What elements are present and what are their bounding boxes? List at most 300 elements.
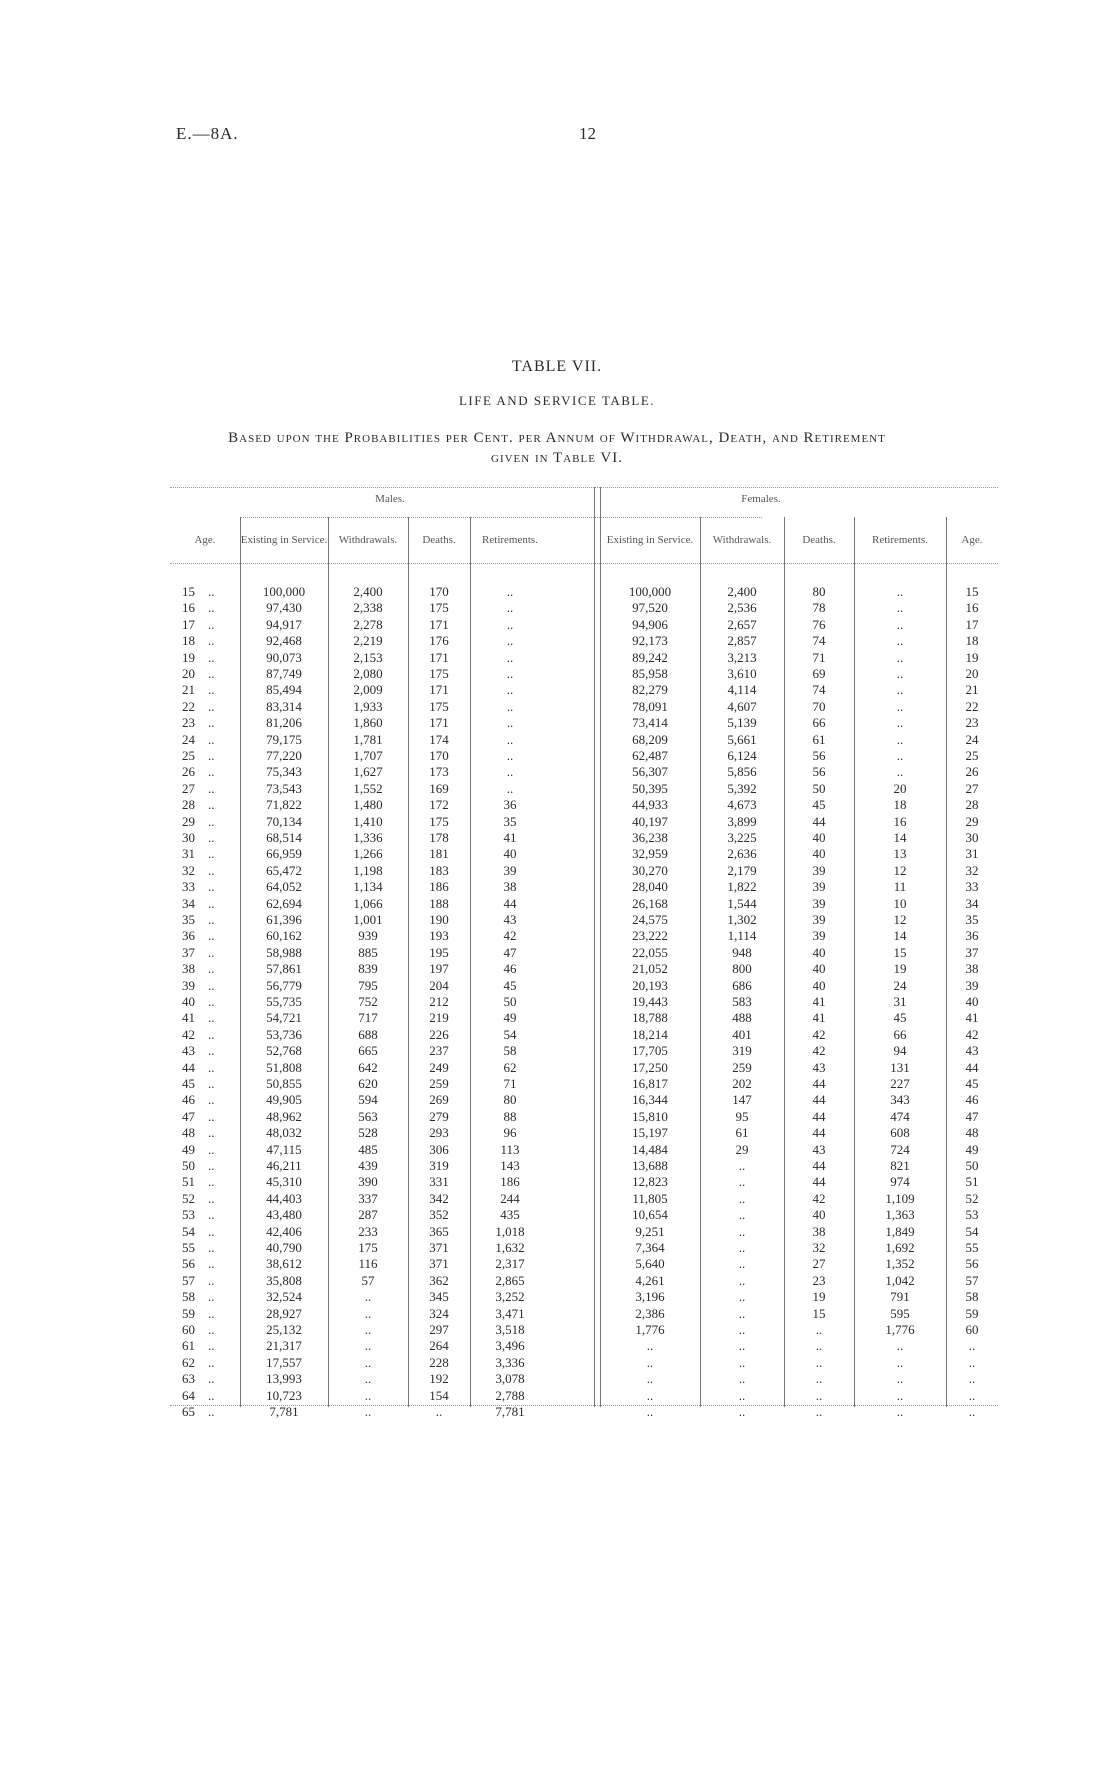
females-deaths-cell: 44	[812, 1174, 826, 1190]
leader-dots: ..	[208, 715, 215, 731]
males-retirements-cell: 58	[503, 1043, 517, 1059]
males-withdrawals-cell: 665	[358, 1043, 378, 1059]
males-retirements-cell: 40	[503, 846, 517, 862]
females-withdrawals-cell: 259	[732, 1059, 752, 1075]
females-deaths-cell: 45	[812, 797, 826, 813]
males-retirements-cell: ..	[506, 698, 514, 714]
females-existing-cell: 56,307	[632, 764, 668, 780]
males-deaths-cell: 324	[429, 1305, 449, 1321]
males-deaths-cell: 264	[429, 1338, 449, 1354]
females-retirements-cell: 18	[893, 797, 907, 813]
age-cell: 47	[182, 1108, 195, 1124]
males-existing-cell: 55,735	[266, 994, 302, 1009]
females-withdrawals-cell: 4,673	[727, 797, 757, 813]
age-cell-right: 48	[965, 1125, 979, 1141]
age-cell-right: 52	[965, 1190, 979, 1206]
females-deaths-cell: ..	[815, 1354, 823, 1370]
females-existing-cell: 50,395	[632, 780, 668, 796]
males-withdrawals-cell: 2,009	[353, 682, 383, 698]
females-deaths-cell: ..	[815, 1387, 823, 1403]
table-row	[170, 1388, 998, 1404]
males-withdrawals-cell: 1,198	[353, 862, 383, 878]
age-cell-right: 58	[965, 1289, 979, 1305]
table-row	[170, 1158, 998, 1174]
table-row	[170, 617, 998, 633]
age-cell: 28	[182, 797, 195, 813]
table-description	[0, 428, 1114, 468]
males-withdrawals-cell: 642	[358, 1059, 378, 1075]
table-row	[170, 1322, 998, 1338]
age-cell: 39	[182, 977, 195, 993]
males-withdrawals-cell: 620	[358, 1076, 378, 1091]
females-existing-cell: 18,214	[632, 1026, 668, 1042]
females-withdrawals-cell: 1,302	[727, 912, 757, 927]
leader-dots: ..	[208, 830, 215, 845]
leader-dots: ..	[208, 1223, 215, 1239]
males-deaths-cell: 362	[429, 1272, 449, 1288]
age-cell: 42	[182, 1026, 195, 1042]
females-retirements-cell: 821	[890, 1158, 910, 1173]
females-retirements-cell: ..	[896, 682, 904, 698]
males-retirements-cell: 47	[503, 944, 517, 960]
males-existing-cell: 66,959	[266, 846, 302, 862]
age-cell: 46	[182, 1092, 195, 1108]
males-deaths-cell: 171	[429, 616, 449, 632]
females-deaths-cell: 66	[812, 715, 826, 731]
males-deaths-cell: 172	[429, 797, 449, 813]
males-deaths-cell: 365	[429, 1223, 449, 1239]
females-existing-cell: 12,823	[632, 1174, 668, 1190]
females-deaths-cell: 41	[812, 1010, 826, 1026]
males-deaths-cell: 171	[429, 715, 449, 731]
age-column-header-right: Age.	[961, 534, 983, 546]
females-retirements-cell: 19	[893, 961, 907, 977]
males-existing-cell: 92,468	[266, 633, 302, 649]
age-cell: 41	[182, 1010, 195, 1026]
males-existing-cell: 35,808	[266, 1272, 302, 1288]
age-cell-right: 23	[965, 715, 979, 731]
males-existing-cell: 57,861	[266, 961, 302, 977]
table-row	[170, 764, 998, 780]
leader-dots: ..	[208, 879, 215, 895]
females-retirements-cell: ..	[896, 698, 904, 714]
females-withdrawals-cell: 583	[732, 994, 752, 1009]
males-retirements-cell: ..	[506, 780, 514, 796]
females-existing-cell: 82,279	[632, 682, 668, 698]
females-deaths-cell: 43	[812, 1141, 826, 1157]
females-existing-cell: 19,443	[632, 994, 668, 1009]
females-existing-cell: 36,238	[632, 830, 668, 845]
males-deaths-cell: 183	[429, 862, 449, 878]
header-rule	[170, 563, 998, 564]
males-existing-cell: 70,134	[266, 813, 302, 829]
males-retirements-cell: 46	[503, 961, 517, 977]
leader-dots: ..	[208, 649, 215, 665]
males-deaths-cell: 297	[429, 1322, 449, 1337]
table-row	[170, 978, 998, 994]
females-retirements-cell: 12	[893, 862, 907, 878]
table-row	[170, 896, 998, 912]
females-deaths-cell: 61	[812, 731, 826, 747]
females-withdrawals-cell: ..	[738, 1207, 746, 1223]
table-row	[170, 1142, 998, 1158]
females-existing-cell: ..	[646, 1354, 654, 1370]
females-withdrawals-cell: 4,607	[727, 698, 757, 714]
males-existing-cell: 54,721	[266, 1010, 302, 1026]
females-retirements-cell: 227	[890, 1076, 910, 1091]
males-retirements-cell: 71	[503, 1076, 517, 1091]
males-deaths-cell: 371	[429, 1256, 449, 1272]
females-withdrawals-cell: ..	[738, 1387, 746, 1403]
females-retirements-cell: 343	[890, 1092, 910, 1108]
females-existing-cell: 94,906	[632, 616, 668, 632]
table-row	[170, 781, 998, 797]
males-withdrawals-cell: 1,410	[353, 813, 383, 829]
females-withdrawals-cell: ..	[738, 1338, 746, 1354]
males-deaths-cell: 219	[429, 1010, 449, 1026]
leader-dots: ..	[208, 912, 215, 927]
males-retirements-cell: 88	[503, 1108, 517, 1124]
males-withdrawals-cell: 2,219	[353, 633, 383, 649]
females-withdrawals-cell: 2,179	[727, 862, 757, 878]
females-withdrawals-cell: ..	[738, 1174, 746, 1190]
females-retirements-cell: ..	[896, 616, 904, 632]
females-existing-cell: 26,168	[632, 895, 668, 911]
males-deaths-cell: 175	[429, 698, 449, 714]
females-deaths-cell: 74	[812, 633, 826, 649]
males-existing-cell: 47,115	[266, 1141, 302, 1157]
leader-dots: ..	[208, 1125, 215, 1141]
table-row	[170, 1109, 998, 1125]
males-existing-cell: 25,132	[266, 1322, 302, 1337]
males-retirements-cell: 1,632	[495, 1240, 525, 1255]
males-retirements-cell: 435	[500, 1207, 520, 1223]
males-withdrawals-cell: 528	[358, 1125, 378, 1141]
males-heading: Males.	[375, 493, 405, 505]
leader-dots: ..	[208, 764, 215, 780]
males-withdrawals-cell: 116	[358, 1256, 378, 1272]
age-cell-right: 59	[965, 1305, 979, 1321]
males-withdrawals-cell: 1,860	[353, 715, 383, 731]
males-retirements-cell: 45	[503, 977, 517, 993]
table-row	[170, 1191, 998, 1207]
table-row	[170, 1125, 998, 1141]
leader-dots: ..	[208, 928, 215, 944]
females-withdrawals-cell: ..	[738, 1354, 746, 1370]
males-deaths-cell: 306	[429, 1141, 449, 1157]
females-withdrawals-cell: ..	[738, 1240, 746, 1255]
females-retirements-cell: 24	[893, 977, 907, 993]
age-cell: 15	[182, 584, 195, 599]
males-deaths-cell: 249	[429, 1059, 449, 1075]
males-deaths-cell: 331	[429, 1174, 449, 1190]
age-cell: 25	[182, 748, 195, 763]
top-rule	[170, 487, 998, 488]
males-deaths-cell: 237	[429, 1043, 449, 1059]
table-row	[170, 584, 998, 600]
females-retirements-cell: 15	[893, 944, 907, 960]
males-retirements-cell: 1,018	[495, 1223, 525, 1239]
table-row	[170, 732, 998, 748]
leader-dots: ..	[208, 1322, 215, 1337]
leader-dots: ..	[208, 1076, 215, 1091]
females-existing-cell: 16,344	[632, 1092, 668, 1108]
females-existing-cell: ..	[646, 1404, 654, 1419]
females-deaths-cell: 39	[812, 879, 826, 895]
age-cell-right: 20	[965, 666, 979, 681]
females-withdrawals-cell: ..	[738, 1256, 746, 1272]
leader-dots: ..	[208, 1043, 215, 1059]
males-withdrawals-cell: 1,933	[353, 698, 383, 714]
age-cell: 49	[182, 1141, 195, 1157]
leader-dots: ..	[208, 862, 215, 878]
age-cell-right: 51	[965, 1174, 979, 1190]
age-cell-right: 21	[965, 682, 979, 698]
females-deaths-cell: 56	[812, 764, 826, 780]
females-existing-cell: ..	[646, 1371, 654, 1387]
description-line-2: given in Table VI.	[491, 450, 623, 466]
females-withdrawals-cell: 202	[732, 1076, 752, 1091]
males-retirements-header: Retirements.	[482, 534, 538, 546]
leader-dots: ..	[208, 682, 215, 698]
males-retirements-cell: 42	[503, 928, 517, 944]
table-row	[170, 994, 998, 1010]
males-deaths-cell: 186	[429, 879, 449, 895]
males-existing-cell: 40,790	[266, 1240, 302, 1255]
females-deaths-cell: 39	[812, 895, 826, 911]
males-withdrawals-cell: 688	[358, 1026, 378, 1042]
females-existing-cell: 17,250	[632, 1059, 668, 1075]
females-existing-header: Existing in Service.	[606, 534, 694, 546]
age-cell-right: 41	[965, 1010, 979, 1026]
males-retirements-cell: ..	[506, 649, 514, 665]
leader-dots: ..	[208, 977, 215, 993]
age-cell-right: 42	[965, 1026, 979, 1042]
males-withdrawals-cell: ..	[364, 1354, 372, 1370]
females-existing-cell: 7,364	[635, 1240, 665, 1255]
males-withdrawals-cell: 390	[358, 1174, 378, 1190]
age-cell: 34	[182, 895, 195, 911]
females-withdrawals-cell: 5,392	[727, 780, 757, 796]
males-retirements-cell: 7,781	[495, 1404, 525, 1419]
table-row	[170, 1240, 998, 1256]
males-retirements-cell: 3,518	[495, 1322, 525, 1337]
females-deaths-cell: 69	[812, 666, 826, 681]
males-retirements-cell: 38	[503, 879, 517, 895]
females-withdrawals-cell: ..	[738, 1289, 746, 1305]
age-cell-right: ..	[968, 1354, 976, 1370]
table-row	[170, 1092, 998, 1108]
males-withdrawals-cell: ..	[364, 1305, 372, 1321]
males-withdrawals-cell: ..	[364, 1322, 372, 1337]
males-existing-cell: 32,524	[266, 1289, 302, 1305]
males-withdrawals-cell: 594	[358, 1092, 378, 1108]
males-existing-cell: 81,206	[266, 715, 302, 731]
males-withdrawals-cell: 839	[358, 961, 378, 977]
females-deaths-cell: 50	[812, 780, 826, 796]
males-retirements-cell: 3,336	[495, 1354, 525, 1370]
age-cell: 20	[182, 666, 195, 681]
males-deaths-cell: 371	[429, 1240, 449, 1255]
females-retirements-cell: ..	[896, 1387, 904, 1403]
females-retirements-cell: ..	[896, 764, 904, 780]
age-cell: 24	[182, 731, 195, 747]
age-cell-right: 22	[965, 698, 979, 714]
males-retirements-cell: 3,078	[495, 1371, 525, 1387]
age-column-header: Age.	[194, 534, 216, 546]
males-retirements-cell: 3,496	[495, 1338, 525, 1354]
age-cell: 57	[182, 1272, 195, 1288]
leader-dots: ..	[208, 1404, 215, 1419]
age-cell: 51	[182, 1174, 195, 1190]
table-row	[170, 1060, 998, 1076]
table-row	[170, 830, 998, 846]
females-retirements-cell: 595	[890, 1305, 910, 1321]
females-withdrawals-cell: 5,139	[727, 715, 757, 731]
males-retirements-cell: 80	[503, 1092, 517, 1108]
table-row	[170, 945, 998, 961]
females-deaths-cell: 44	[812, 1076, 826, 1091]
leader-dots: ..	[208, 813, 215, 829]
males-existing-cell: 65,472	[266, 862, 302, 878]
females-deaths-cell: 56	[812, 748, 826, 763]
age-cell: 40	[182, 994, 195, 1009]
table-row	[170, 1010, 998, 1026]
males-existing-cell: 62,694	[266, 895, 302, 911]
table-row	[170, 863, 998, 879]
females-withdrawals-cell: 686	[732, 977, 752, 993]
females-withdrawals-header: Withdrawals.	[712, 534, 772, 546]
leader-dots: ..	[208, 1387, 215, 1403]
males-retirements-cell: 54	[503, 1026, 517, 1042]
males-retirements-cell: 43	[503, 912, 517, 927]
table-row	[170, 633, 998, 649]
leader-dots: ..	[208, 584, 215, 599]
age-cell-right: 54	[965, 1223, 979, 1239]
females-retirements-header: Retirements.	[872, 534, 928, 546]
males-existing-cell: 44,403	[266, 1190, 302, 1206]
females-withdrawals-cell: ..	[738, 1272, 746, 1288]
females-withdrawals-cell: 3,610	[727, 666, 757, 681]
age-cell: 62	[182, 1354, 195, 1370]
males-withdrawals-cell: ..	[364, 1404, 372, 1419]
males-retirements-cell: ..	[506, 682, 514, 698]
table-row	[170, 1256, 998, 1272]
leader-dots: ..	[208, 600, 215, 616]
males-retirements-cell: ..	[506, 666, 514, 681]
age-cell-right: 28	[965, 797, 979, 813]
males-deaths-cell: ..	[435, 1404, 443, 1419]
females-existing-cell: 73,414	[632, 715, 668, 731]
age-cell: 29	[182, 813, 195, 829]
males-retirements-cell: ..	[506, 616, 514, 632]
males-withdrawals-cell: 2,338	[353, 600, 383, 616]
females-retirements-cell: ..	[896, 1404, 904, 1419]
males-existing-cell: 48,962	[266, 1108, 302, 1124]
males-retirements-cell: 41	[503, 830, 517, 845]
females-deaths-cell: 80	[812, 584, 826, 599]
females-existing-cell: 30,270	[632, 862, 668, 878]
age-cell-right: 40	[965, 994, 979, 1009]
age-cell-right: 30	[965, 830, 979, 845]
males-withdrawals-cell: 1,134	[353, 879, 383, 895]
females-retirements-cell: 94	[893, 1043, 907, 1059]
females-existing-cell: 11,805	[632, 1190, 668, 1206]
age-cell: 65	[182, 1404, 195, 1419]
age-cell-right: 39	[965, 977, 979, 993]
females-withdrawals-cell: ..	[738, 1371, 746, 1387]
males-retirements-cell: 113	[500, 1141, 520, 1157]
males-withdrawals-cell: 1,627	[353, 764, 383, 780]
females-existing-cell: 10,654	[632, 1207, 668, 1223]
males-existing-cell: 75,343	[266, 764, 302, 780]
table-row	[170, 1043, 998, 1059]
females-withdrawals-cell: 6,124	[727, 748, 757, 763]
females-retirements-cell: 1,363	[885, 1207, 915, 1223]
males-deaths-cell: 193	[429, 928, 449, 944]
males-existing-cell: 52,768	[266, 1043, 302, 1059]
table-row	[170, 814, 998, 830]
leader-dots: ..	[208, 895, 215, 911]
table-row	[170, 1404, 998, 1420]
males-existing-cell: 58,988	[266, 944, 302, 960]
age-cell: 36	[182, 928, 195, 944]
females-retirements-cell: ..	[896, 633, 904, 649]
males-existing-cell: 46,211	[266, 1158, 302, 1173]
males-deaths-cell: 197	[429, 961, 449, 977]
females-heading: Females.	[741, 493, 781, 505]
females-deaths-cell: 23	[812, 1272, 826, 1288]
page-number: 12	[579, 124, 596, 143]
females-withdrawals-cell: 1,822	[727, 879, 757, 895]
males-deaths-cell: 259	[429, 1076, 449, 1091]
males-withdrawals-cell: 939	[358, 928, 378, 944]
age-cell-right: 60	[965, 1322, 979, 1337]
females-deaths-cell: 40	[812, 961, 826, 977]
age-cell: 58	[182, 1289, 195, 1305]
males-existing-cell: 50,855	[266, 1076, 302, 1091]
females-withdrawals-cell: 5,661	[727, 731, 757, 747]
females-retirements-cell: ..	[896, 584, 904, 599]
males-withdrawals-cell: 2,400	[353, 584, 383, 599]
males-withdrawals-cell: 233	[358, 1223, 378, 1239]
females-existing-cell: 92,173	[632, 633, 668, 649]
females-deaths-cell: ..	[815, 1338, 823, 1354]
females-existing-cell: 32,959	[632, 846, 668, 862]
leader-dots: ..	[208, 944, 215, 960]
females-retirements-cell: 14	[893, 928, 907, 944]
males-deaths-cell: 293	[429, 1125, 449, 1141]
leader-dots: ..	[208, 731, 215, 747]
females-existing-cell: 23,222	[632, 928, 668, 944]
males-withdrawals-cell: ..	[364, 1338, 372, 1354]
males-existing-cell: 71,822	[266, 797, 302, 813]
females-withdrawals-cell: 1,114	[727, 928, 757, 944]
leader-dots: ..	[208, 633, 215, 649]
males-deaths-cell: 195	[429, 944, 449, 960]
males-deaths-cell: 154	[429, 1387, 449, 1403]
females-existing-cell: 78,091	[632, 698, 668, 714]
age-cell-right: 27	[965, 780, 979, 796]
males-deaths-cell: 181	[429, 846, 449, 862]
females-retirements-cell: 66	[893, 1026, 907, 1042]
males-existing-header: Existing in Service.	[240, 534, 328, 546]
age-cell-right: 38	[965, 961, 979, 977]
males-retirements-cell: 35	[503, 813, 517, 829]
males-existing-cell: 90,073	[266, 649, 302, 665]
females-withdrawals-cell: ..	[738, 1305, 746, 1321]
males-existing-cell: 28,927	[266, 1305, 302, 1321]
